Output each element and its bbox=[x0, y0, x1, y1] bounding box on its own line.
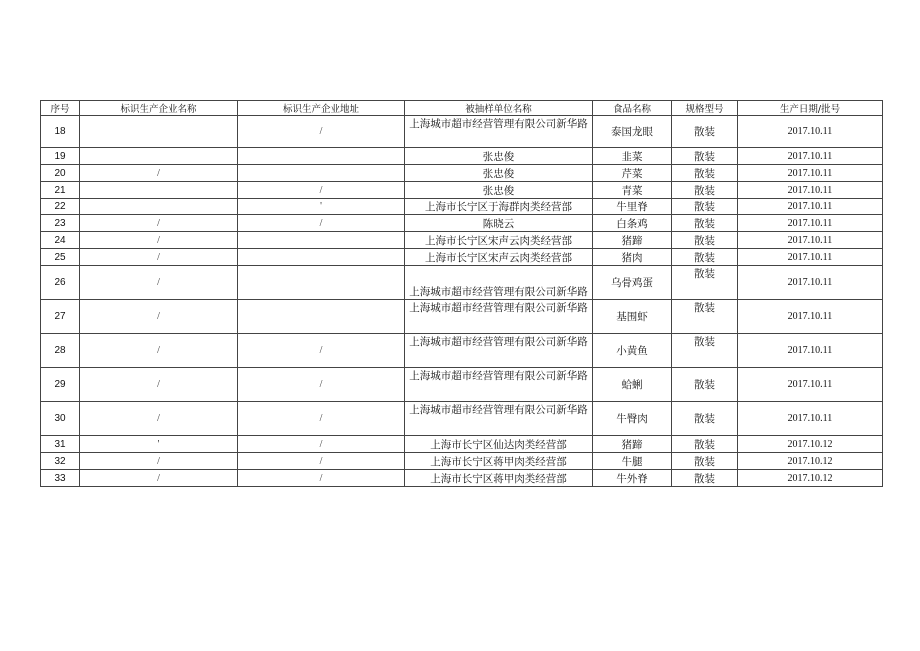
date-cell: 2017.10.11 bbox=[738, 368, 883, 402]
table-row bbox=[41, 249, 883, 266]
table-row bbox=[41, 215, 883, 232]
sampling-table bbox=[40, 100, 883, 487]
seq-cell: 32 bbox=[41, 453, 80, 470]
producer-name-cell bbox=[80, 116, 238, 148]
seq-cell: 23 bbox=[41, 215, 80, 232]
seq-cell: 27 bbox=[41, 300, 80, 334]
date-cell: 2017.10.11 bbox=[738, 334, 883, 368]
sampled-unit-cell: 上海市长宁区蒋甲肉类经营部 bbox=[405, 453, 593, 470]
producer-address-cell bbox=[238, 300, 405, 334]
sampled-unit-cell: 上海城市超市经营管理有限公司新华路 bbox=[405, 116, 593, 148]
producer-address-cell: ' bbox=[238, 199, 405, 215]
food-name-cell: 牛腿 bbox=[593, 453, 672, 470]
seq-cell: 22 bbox=[41, 199, 80, 215]
spec-cell: 散装 bbox=[672, 249, 738, 266]
seq-cell: 18 bbox=[41, 116, 80, 148]
producer-name-cell: / bbox=[80, 470, 238, 487]
date-cell: 2017.10.11 bbox=[738, 300, 883, 334]
producer-name-cell: / bbox=[80, 334, 238, 368]
producer-address-cell: / bbox=[238, 368, 405, 402]
food-name-cell: 白条鸡 bbox=[593, 215, 672, 232]
seq-cell: 30 bbox=[41, 402, 80, 436]
producer-address-cell: / bbox=[238, 453, 405, 470]
seq-cell: 24 bbox=[41, 232, 80, 249]
date-cell: 2017.10.11 bbox=[738, 402, 883, 436]
producer-address-cell bbox=[238, 148, 405, 165]
producer-address-cell: / bbox=[238, 116, 405, 148]
spec-cell: 散装 bbox=[672, 116, 738, 148]
producer-address-cell: / bbox=[238, 436, 405, 453]
table-row bbox=[41, 199, 883, 215]
table-row bbox=[41, 334, 883, 368]
food-name-cell: 牛臀肉 bbox=[593, 402, 672, 436]
table-row bbox=[41, 368, 883, 402]
date-cell: 2017.10.11 bbox=[738, 182, 883, 199]
sampled-unit-cell: 上海城市超市经营管理有限公司新华路 bbox=[405, 368, 593, 402]
food-name-cell: 小黄鱼 bbox=[593, 334, 672, 368]
header-producer-name: 标识生产企业名称 bbox=[80, 101, 238, 116]
producer-name-cell: / bbox=[80, 453, 238, 470]
sampled-unit-cell: 上海城市超市经营管理有限公司新华路 bbox=[405, 266, 593, 300]
header-producer-address: 标识生产企业地址 bbox=[238, 101, 405, 116]
sampled-unit-cell: 上海城市超市经营管理有限公司新华路 bbox=[405, 402, 593, 436]
food-name-cell: 猪蹄 bbox=[593, 232, 672, 249]
table-row bbox=[41, 402, 883, 436]
seq-cell: 19 bbox=[41, 148, 80, 165]
sampled-unit-cell: 上海市长宁区宋声云肉类经营部 bbox=[405, 249, 593, 266]
date-cell: 2017.10.12 bbox=[738, 453, 883, 470]
producer-name-cell: / bbox=[80, 232, 238, 249]
spec-cell: 散装 bbox=[672, 300, 738, 334]
food-name-cell: 芹菜 bbox=[593, 165, 672, 182]
sampled-unit-cell: 张忠俊 bbox=[405, 182, 593, 199]
sampled-unit-cell: 上海市长宁区蒋甲肉类经营部 bbox=[405, 470, 593, 487]
seq-cell: 29 bbox=[41, 368, 80, 402]
table-row bbox=[41, 232, 883, 249]
sampled-unit-cell: 上海市长宁区宋声云肉类经营部 bbox=[405, 232, 593, 249]
spec-cell: 散装 bbox=[672, 199, 738, 215]
table-row bbox=[41, 182, 883, 199]
producer-address-cell: / bbox=[238, 182, 405, 199]
table-row bbox=[41, 116, 883, 148]
header-sampled-unit: 被抽样单位名称 bbox=[405, 101, 593, 116]
date-cell: 2017.10.11 bbox=[738, 116, 883, 148]
date-cell: 2017.10.11 bbox=[738, 215, 883, 232]
spec-cell: 散装 bbox=[672, 453, 738, 470]
seq-cell: 21 bbox=[41, 182, 80, 199]
food-name-cell: 韭菜 bbox=[593, 148, 672, 165]
spec-cell: 散装 bbox=[672, 215, 738, 232]
seq-cell: 20 bbox=[41, 165, 80, 182]
date-cell: 2017.10.11 bbox=[738, 266, 883, 300]
spec-cell: 散装 bbox=[672, 334, 738, 368]
seq-cell: 33 bbox=[41, 470, 80, 487]
seq-cell: 28 bbox=[41, 334, 80, 368]
producer-name-cell: / bbox=[80, 165, 238, 182]
producer-address-cell bbox=[238, 165, 405, 182]
header-spec: 规格型号 bbox=[672, 101, 738, 116]
producer-name-cell bbox=[80, 148, 238, 165]
producer-name-cell: / bbox=[80, 300, 238, 334]
producer-name-cell: / bbox=[80, 368, 238, 402]
producer-name-cell: / bbox=[80, 249, 238, 266]
sampled-unit-cell: 上海城市超市经营管理有限公司新华路 bbox=[405, 334, 593, 368]
table-row bbox=[41, 470, 883, 487]
producer-address-cell: / bbox=[238, 334, 405, 368]
sampled-unit-cell: 张忠俊 bbox=[405, 148, 593, 165]
spec-cell: 散装 bbox=[672, 232, 738, 249]
spec-cell: 散装 bbox=[672, 436, 738, 453]
food-name-cell: 乌骨鸡蛋 bbox=[593, 266, 672, 300]
sampled-unit-cell: 陈晓云 bbox=[405, 215, 593, 232]
date-cell: 2017.10.11 bbox=[738, 148, 883, 165]
sampled-unit-cell: 上海市长宁区于海群肉类经营部 bbox=[405, 199, 593, 215]
spec-cell: 散装 bbox=[672, 470, 738, 487]
producer-address-cell: / bbox=[238, 402, 405, 436]
producer-address-cell: / bbox=[238, 470, 405, 487]
date-cell: 2017.10.11 bbox=[738, 232, 883, 249]
food-name-cell: 基围虾 bbox=[593, 300, 672, 334]
producer-name-cell: / bbox=[80, 266, 238, 300]
sampled-unit-cell: 上海城市超市经营管理有限公司新华路 bbox=[405, 300, 593, 334]
food-name-cell: 牛里脊 bbox=[593, 199, 672, 215]
header-row bbox=[41, 101, 883, 116]
food-name-cell: 牛外脊 bbox=[593, 470, 672, 487]
header-food-name: 食品名称 bbox=[593, 101, 672, 116]
seq-cell: 31 bbox=[41, 436, 80, 453]
table-row bbox=[41, 148, 883, 165]
spec-cell: 散装 bbox=[672, 182, 738, 199]
date-cell: 2017.10.12 bbox=[738, 470, 883, 487]
food-name-cell: 猪蹄 bbox=[593, 436, 672, 453]
spec-cell: 散装 bbox=[672, 368, 738, 402]
food-name-cell: 猪肉 bbox=[593, 249, 672, 266]
seq-cell: 26 bbox=[41, 266, 80, 300]
spec-cell: 散装 bbox=[672, 165, 738, 182]
producer-name-cell: / bbox=[80, 215, 238, 232]
date-cell: 2017.10.11 bbox=[738, 165, 883, 182]
food-name-cell: 泰国龙眼 bbox=[593, 116, 672, 148]
producer-name-cell: / bbox=[80, 402, 238, 436]
table-row bbox=[41, 165, 883, 182]
producer-address-cell bbox=[238, 232, 405, 249]
producer-address-cell bbox=[238, 249, 405, 266]
spec-cell: 散装 bbox=[672, 148, 738, 165]
header-date-batch: 生产日期/批号 bbox=[738, 101, 883, 116]
food-name-cell: 蛤蜊 bbox=[593, 368, 672, 402]
producer-address-cell: / bbox=[238, 215, 405, 232]
producer-name-cell bbox=[80, 182, 238, 199]
date-cell: 2017.10.11 bbox=[738, 249, 883, 266]
producer-name-cell: ' bbox=[80, 436, 238, 453]
header-seq: 序号 bbox=[41, 101, 80, 116]
producer-name-cell bbox=[80, 199, 238, 215]
table-row bbox=[41, 266, 883, 300]
seq-cell: 25 bbox=[41, 249, 80, 266]
food-name-cell: 青菜 bbox=[593, 182, 672, 199]
date-cell: 2017.10.11 bbox=[738, 199, 883, 215]
table-row bbox=[41, 300, 883, 334]
date-cell: 2017.10.12 bbox=[738, 436, 883, 453]
table-row bbox=[41, 436, 883, 453]
sampled-unit-cell: 上海市长宁区仙达肉类经营部 bbox=[405, 436, 593, 453]
spec-cell: 散装 bbox=[672, 402, 738, 436]
sampled-unit-cell: 张忠俊 bbox=[405, 165, 593, 182]
table-row bbox=[41, 453, 883, 470]
producer-address-cell bbox=[238, 266, 405, 300]
spec-cell: 散装 bbox=[672, 266, 738, 300]
